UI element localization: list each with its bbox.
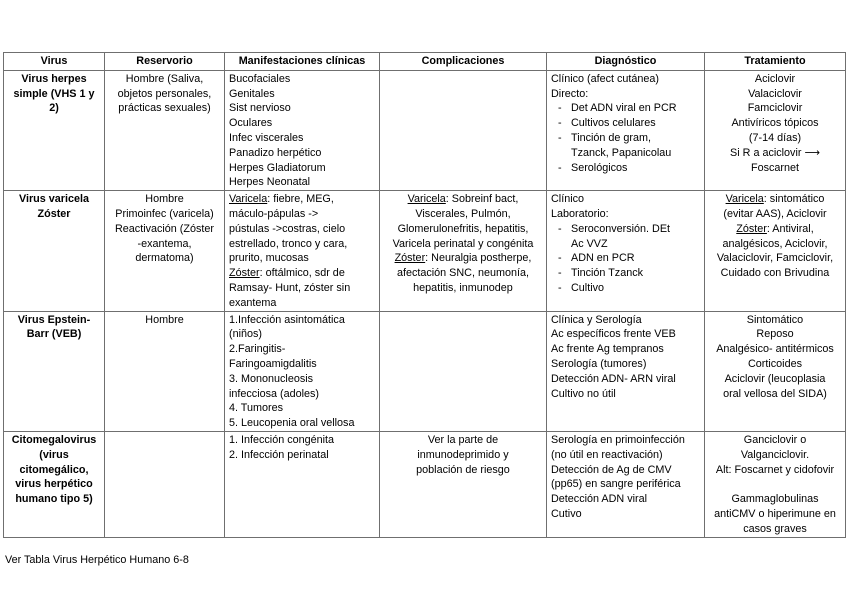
manifestaciones-cell	[225, 311, 380, 431]
cell-text: : Antiviral,	[766, 222, 814, 235]
header-tratamiento: Tratamiento	[705, 53, 846, 71]
tratamiento-cell	[705, 311, 846, 431]
cell-line: Cuidado con Brivudina	[720, 267, 830, 280]
cell-line: afectación SNC, neumonía,	[396, 267, 530, 280]
cell-line: Clínico	[551, 193, 585, 206]
cell-line: Valaciclovir, Famciclovir,	[716, 252, 834, 265]
complicaciones-cell	[380, 191, 547, 311]
cell-line: Virus herpes	[21, 72, 87, 85]
cell-line: virus herpético	[15, 478, 93, 491]
reservorio-cell	[105, 431, 225, 537]
list-item: - Det ADN viral en PCR	[551, 101, 700, 116]
list-item: - Cultivo	[551, 281, 700, 296]
cell-line: dermatoma)	[135, 252, 194, 265]
cell-line: Reactivación (Zóster	[114, 222, 214, 235]
cell-line: 5. Leucopenia oral vellosa	[229, 417, 355, 430]
cell-line	[709, 192, 841, 207]
cell-line	[384, 251, 542, 266]
virus-cell	[4, 311, 105, 431]
cell-line: Alt: Foscarnet y cidofovir	[715, 463, 835, 476]
cell-line: Ganciclovir o	[743, 433, 807, 446]
cell-line: Ramsay- Hunt, zóster sin	[229, 281, 351, 294]
cell-line: Ver la parte de	[427, 433, 499, 446]
cell-text: : oftálmico, sdr de	[259, 267, 345, 280]
table-row	[4, 70, 846, 190]
cell-line: 1.Infección asintomática	[229, 313, 345, 326]
cell-line: Detección ADN viral	[551, 493, 648, 506]
caption: Ver Tabla Virus Herpético Humano 6-8	[5, 554, 189, 566]
cell-line: Aciclovir	[754, 72, 796, 85]
cell-line: objetos personales,	[117, 87, 212, 100]
cell-line: Laboratorio:	[551, 207, 609, 220]
zoster-label: Zóster	[394, 252, 426, 265]
diagnostico-cell	[547, 191, 705, 311]
cell-line: Genitales	[229, 87, 275, 100]
cell-line: (7-14 días)	[748, 131, 802, 144]
cell-line: simple (VHS 1 y	[13, 87, 95, 100]
header-manifestaciones: Manifestaciones clínicas	[225, 53, 380, 71]
cell-line: máculo-pápulas ->	[229, 207, 319, 220]
cell-line	[384, 192, 542, 207]
cell-line: Ac específicos frente VEB	[551, 328, 676, 341]
header-row	[4, 53, 846, 71]
header-virus: Virus	[4, 53, 105, 71]
cell-line: Barr (VEB)	[26, 328, 82, 341]
diagnostico-cell	[547, 311, 705, 431]
cell-line: (evitar AAS), Aciclovir	[723, 207, 827, 220]
tratamiento-cell	[705, 70, 846, 190]
cell-line: inmunodeprimido y	[417, 448, 509, 461]
cell-line: Reposo	[756, 328, 794, 341]
tratamiento-cell	[705, 191, 846, 311]
cell-line: prácticas sexuales)	[118, 102, 211, 115]
list-item-continuation: Ac VVZ	[571, 237, 608, 250]
cell-line: Clínica y Serología	[551, 313, 642, 326]
cell-line: 2.Faringitis-	[229, 343, 286, 356]
table-row	[4, 191, 846, 311]
cell-line: Si R a aciclovir ⟶	[730, 146, 820, 159]
cell-line: Sintomático	[746, 313, 804, 326]
complicaciones-cell	[380, 431, 547, 537]
cell-line: Glomerulonefritis, hepatitis,	[397, 222, 529, 235]
cell-line: -exantema,	[137, 237, 192, 250]
cell-line: 1. Infección congénita	[229, 433, 335, 446]
virus-table	[3, 52, 846, 538]
cell-line: Detección de Ag de CMV	[551, 463, 672, 476]
cell-line: Faringoamigdalitis	[229, 357, 317, 370]
cell-line: Valaciclovir	[748, 87, 802, 100]
header-diagnostico: Diagnóstico	[547, 53, 705, 71]
cell-line	[709, 222, 841, 237]
cell-line: citomegálico,	[19, 463, 89, 476]
varicela-label: Varicela	[229, 193, 268, 206]
list-item: - Serológicos	[551, 161, 700, 176]
cell-line	[229, 266, 375, 281]
cell-line: Infec viscerales	[229, 131, 304, 144]
cell-line: Serología en primoinfección	[551, 433, 685, 446]
cell-text: : fiebre, MEG,	[267, 193, 334, 206]
cell-line: Virus Epstein-	[17, 313, 91, 326]
cell-line: oral vellosa del SIDA)	[723, 387, 827, 400]
spacer	[709, 477, 841, 492]
cell-line: infecciosa (adoles)	[229, 387, 320, 400]
cell-line: población de riesgo	[416, 463, 510, 476]
cell-line: Virus varicela	[18, 193, 90, 206]
complicaciones-cell	[380, 70, 547, 190]
cell-line	[229, 192, 375, 207]
diagnostico-cell	[547, 70, 705, 190]
cell-line: 2. Infección perinatal	[229, 448, 329, 461]
reservorio-cell	[105, 70, 225, 190]
cell-line: prurito, mucosas	[229, 252, 309, 265]
cell-line: Foscarnet	[750, 161, 799, 174]
manifestaciones-cell	[225, 70, 380, 190]
cell-line: 4. Tumores	[229, 402, 284, 415]
cell-line: Citomegalovirus	[11, 433, 97, 446]
list-item: - Seroconversión. DEt	[551, 222, 700, 237]
cell-line: casos graves	[743, 522, 807, 535]
cell-line: Viscerales, Pulmón,	[415, 207, 511, 220]
cell-line: (niños)	[229, 328, 263, 341]
cell-line: Cultivo no útil	[551, 387, 616, 400]
virus-cell	[4, 431, 105, 537]
list-item: - ADN en PCR	[551, 251, 700, 266]
cell-line: Sist nervioso	[229, 102, 291, 115]
cell-line: humano tipo 5)	[15, 493, 93, 506]
zoster-label: Zóster	[736, 222, 767, 235]
cell-line: Ac frente Ag tempranos	[551, 343, 664, 356]
cell-line: Cutivo	[551, 507, 582, 520]
cell-line: 3. Mononucleosis	[229, 372, 314, 385]
cell-line: Panadizo herpético	[229, 146, 322, 159]
cell-text: : sintomático	[763, 193, 825, 206]
cell-line: Primoinfec (varicela)	[115, 207, 214, 220]
cell-line: Valganciclovir.	[740, 448, 810, 461]
cell-line: (no útil en reactivación)	[551, 448, 663, 461]
manifestaciones-cell	[225, 431, 380, 537]
cell-line: Oculares	[229, 117, 273, 130]
diagnostico-cell	[547, 431, 705, 537]
cell-line: Herpes Gladiatorum	[229, 161, 326, 174]
header-complicaciones: Complicaciones	[380, 53, 547, 71]
cell-line: Gammaglobulinas	[731, 493, 819, 506]
cell-line: (pp65) en sangre periférica	[551, 478, 681, 491]
header-reservorio: Reservorio	[105, 53, 225, 71]
cell-line: Aciclovir (leucoplasia	[724, 372, 826, 385]
table-row	[4, 311, 846, 431]
varicela-label: Varicela	[725, 193, 764, 206]
cell-line: estrellado, tronco y cara,	[229, 237, 348, 250]
cell-line: Zóster	[37, 207, 71, 220]
cell-line: Directo:	[551, 87, 589, 100]
cell-line: Famciclovir	[747, 102, 803, 115]
zoster-label: Zóster	[229, 267, 260, 280]
complicaciones-cell	[380, 311, 547, 431]
cell-line: pústulas ->costras, cielo	[229, 222, 346, 235]
cell-text: : Sobreinf bact,	[445, 193, 519, 206]
cell-line: Varicela perinatal y congénita	[392, 237, 534, 250]
cell-line: Bucofaciales	[229, 72, 291, 85]
reservorio-cell	[105, 191, 225, 311]
cell-line: Hombre	[145, 193, 184, 206]
virus-cell	[4, 191, 105, 311]
cell-line: Corticoides	[747, 357, 802, 370]
cell-line: exantema	[229, 296, 277, 309]
tratamiento-cell	[705, 431, 846, 537]
varicela-label: Varicela	[407, 193, 446, 206]
manifestaciones-cell	[225, 191, 380, 311]
list-item: - Cultivos celulares	[551, 116, 700, 131]
cell-line: analgésicos, Aciclovir,	[722, 237, 828, 250]
cell-line: Hombre (Saliva,	[125, 72, 204, 85]
cell-line: hepatitis, inmunodep	[413, 281, 513, 294]
cell-line: antiCMV o hiperimune en	[714, 507, 836, 520]
cell-text: : Neuralgia postherpe,	[425, 252, 532, 265]
cell-line: Clínico (afect cutánea)	[551, 72, 660, 85]
virus-cell	[4, 70, 105, 190]
cell-line: Herpes Neonatal	[229, 176, 311, 189]
cell-line: 2)	[49, 102, 59, 115]
cell-line: Analgésico- antitérmicos	[716, 343, 834, 356]
cell-line: Detección ADN- ARN viral	[551, 372, 676, 385]
table-row	[4, 431, 846, 537]
cell-line: (virus	[39, 448, 69, 461]
cell-line: Serología (tumores)	[551, 357, 647, 370]
list-item: - Tinción de gram,	[551, 131, 700, 146]
list-item-continuation: Tzanck, Papanicolau	[571, 146, 672, 159]
cell-line: Antivíricos tópicos	[731, 117, 819, 130]
cell-line: Hombre	[145, 313, 184, 326]
reservorio-cell	[105, 311, 225, 431]
list-item: - Tinción Tzanck	[551, 266, 700, 281]
